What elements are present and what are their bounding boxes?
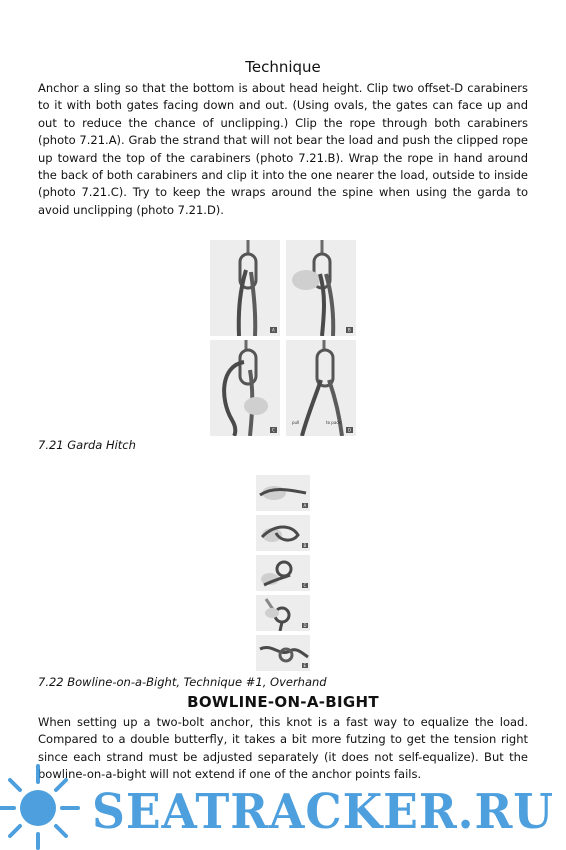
bowline-paragraph: When setting up a two-bolt anchor, this knot is a fast way to equalize the load. Compared to a double butterfly, it takes a bit more futzing to get the tension right since each strand must be adjusted separately (it does not self-equalize). But the bowline-on-a-bight will not extend if one of the anchor points fails. [38, 715, 528, 782]
garda-to-pack-label: to pack [326, 420, 341, 425]
bowline-photo-c [256, 555, 310, 591]
watermark [0, 760, 566, 850]
garda-label-c: C [272, 427, 275, 433]
bowline-label-d: D [303, 623, 307, 628]
garda-photo-c [210, 340, 280, 436]
bowline-photo-e [256, 635, 310, 671]
bowline-photo-b [256, 515, 310, 551]
garda-label-b: B [348, 327, 351, 333]
bowline-label-c: C [303, 583, 307, 588]
watermark-text: SEATRACKER.RU [92, 784, 554, 840]
garda-label-a: A [272, 327, 275, 333]
bowline-heading: BOWLINE-ON-A-BIGHT [187, 693, 379, 711]
garda-photo-b [286, 240, 356, 336]
bowline-photo-a [256, 475, 310, 511]
figure-722-caption: 7.22 Bowline-on-a-Bight, Technique #1, Overhand [38, 675, 327, 689]
bowline-label-b: B [303, 543, 307, 548]
garda-label-d: D [348, 427, 352, 433]
garda-photo-d [286, 340, 356, 436]
technique-heading: Technique [245, 58, 321, 76]
technique-paragraph: Anchor a sling so that the bottom is about head height. Clip two offset-D carabiners to it with both gates facing down and out. (Using ovals, the gates can face up and out to reduce the chance of unclipping.) Clip the rope through both carabiners (photo 7.21.A). Grab the strand that will not bear the load and push the clipped rope up toward the top of the carabiners (photo 7.21.B). Wrap the rope in hand around the back of both carabiners and clip it into the one nearer the load, outside to inside (photo 7.21.C). Try to keep the wraps around the spine when using the garda to avoid unclipping (photo 7.21.D). [38, 81, 528, 217]
garda-photo-a [210, 240, 280, 336]
garda-pull-label: pull [292, 420, 300, 425]
bowline-label-e: E [303, 663, 307, 668]
figure-721-caption: 7.21 Garda Hitch [38, 438, 136, 452]
bowline-photo-d [256, 595, 310, 631]
bowline-label-a: A [303, 503, 307, 508]
watermark-sun-icon [0, 766, 78, 848]
